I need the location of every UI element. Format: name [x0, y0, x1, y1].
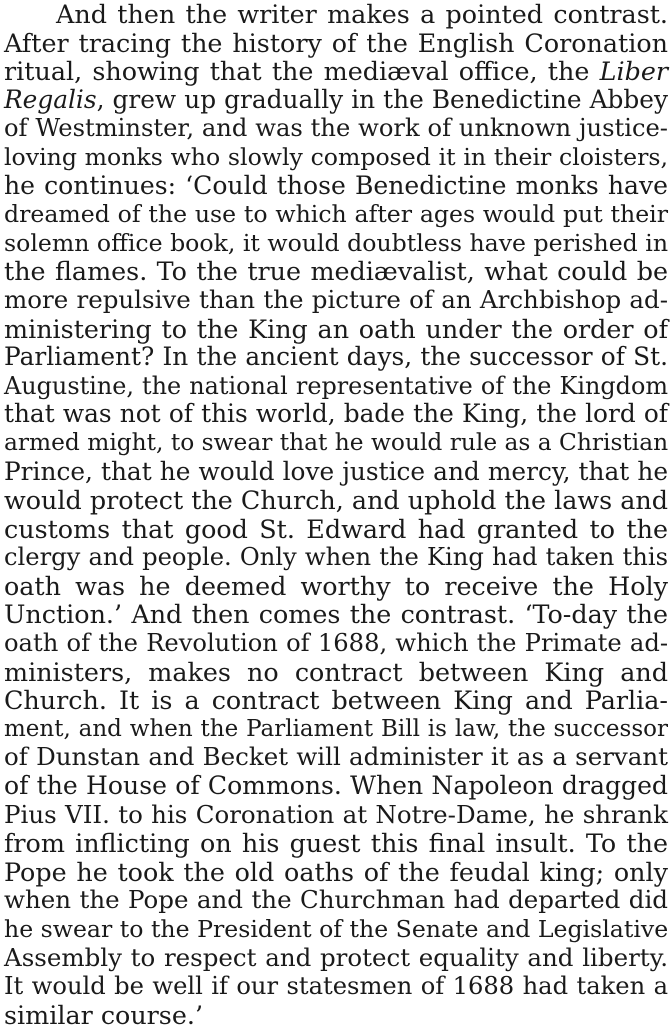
- document-page: [4, 0, 669, 1030]
- text-line-24: ministers, makes no contract between King and: [4, 656, 668, 687]
- text-line-10: the flames. To the true mediævalist, what could be: [4, 256, 668, 287]
- text-line-31: Pope he took the old oaths of the feudal king; only: [4, 856, 668, 887]
- text-line-36: similar course.’: [4, 999, 204, 1030]
- text-line-22: Unction.’ And then comes the contrast. ‘To-day the: [4, 599, 668, 630]
- text-line-35: It would be well if our statesmen of 1688 had taken a: [4, 972, 668, 1001]
- text-line-32: when the Pope and the Churchman had departed did: [4, 885, 668, 915]
- text-line-23: oath of the Revolution of 1688, which the Primate ad-: [4, 629, 668, 658]
- text-line-27: of Dunstan and Becket will administer it as a servant: [4, 742, 668, 772]
- text-line-12: ministering to the King an oath under the order of: [4, 313, 668, 344]
- text-line-11: more repulsive than the picture of an Archbishop ad-: [4, 284, 668, 314]
- text-line-6: loving monks who slowly composed it in their cloisters,: [4, 142, 668, 171]
- text-line-16: armed might, to swear that he would rule as a Christian: [4, 428, 669, 456]
- text-line-28: of the House of Commons. When Napoleon dragged: [4, 771, 668, 801]
- text-line-15: that was not of this world, bade the King, the lord of: [4, 399, 668, 429]
- text-line-4: [4, 86, 668, 115]
- text-line-34: Assembly to respect and protect equality and liberty.: [4, 942, 668, 972]
- text-line-18: would protect the Church, and uphold the laws and: [4, 485, 668, 516]
- text-line-17: Prince, that he would love justice and mercy, that he: [4, 456, 668, 486]
- text-line-4-roman: , grew up gradually in the Benedictine Abbey: [96, 84, 668, 114]
- text-line-33: he swear to the President of the Senate and Legislative: [4, 915, 669, 943]
- text-line-9: solemn office book, it would doubtless have perished in: [4, 228, 669, 257]
- text-line-14: Augustine, the national representative of the Kingdom: [4, 371, 668, 400]
- text-line-3: [4, 57, 668, 86]
- liber-italic: Liber: [599, 56, 668, 87]
- text-line-13: Parliament? In the ancient days, the successor of St.: [4, 342, 668, 372]
- text-line-20: clergy and people. Only when the King had taken this: [4, 543, 668, 572]
- text-line-19: customs that good St. Edward had granted to the: [4, 513, 668, 544]
- text-line-7: he continues: ‘Could those Benedictine monks have: [4, 170, 668, 200]
- text-line-8: dreamed of the use to which after ages would put their: [4, 200, 668, 229]
- text-line-21: oath was he deemed worthy to receive the Holy: [4, 570, 668, 601]
- text-line-1: And then the writer makes a pointed contrast.: [56, 0, 668, 29]
- regalis-italic: Regalis: [4, 84, 97, 114]
- text-line-2: After tracing the history of the English Coronation: [4, 27, 668, 58]
- text-line-5: of Westminster, and was the work of unknown justice-: [4, 114, 668, 143]
- text-line-30: from inflicting on his guest this final insult. To the: [4, 828, 668, 859]
- text-line-25: Church. It is a contract between King and Parlia-: [4, 685, 668, 716]
- text-line-29: Pius VII. to his Coronation at Notre-Dame, he shrank: [4, 799, 668, 829]
- text-line-26: ment, and when the Parliament Bill is law, the successor: [4, 715, 668, 742]
- text-line-3-roman: ritual, showing that the mediæval office, the: [4, 56, 600, 87]
